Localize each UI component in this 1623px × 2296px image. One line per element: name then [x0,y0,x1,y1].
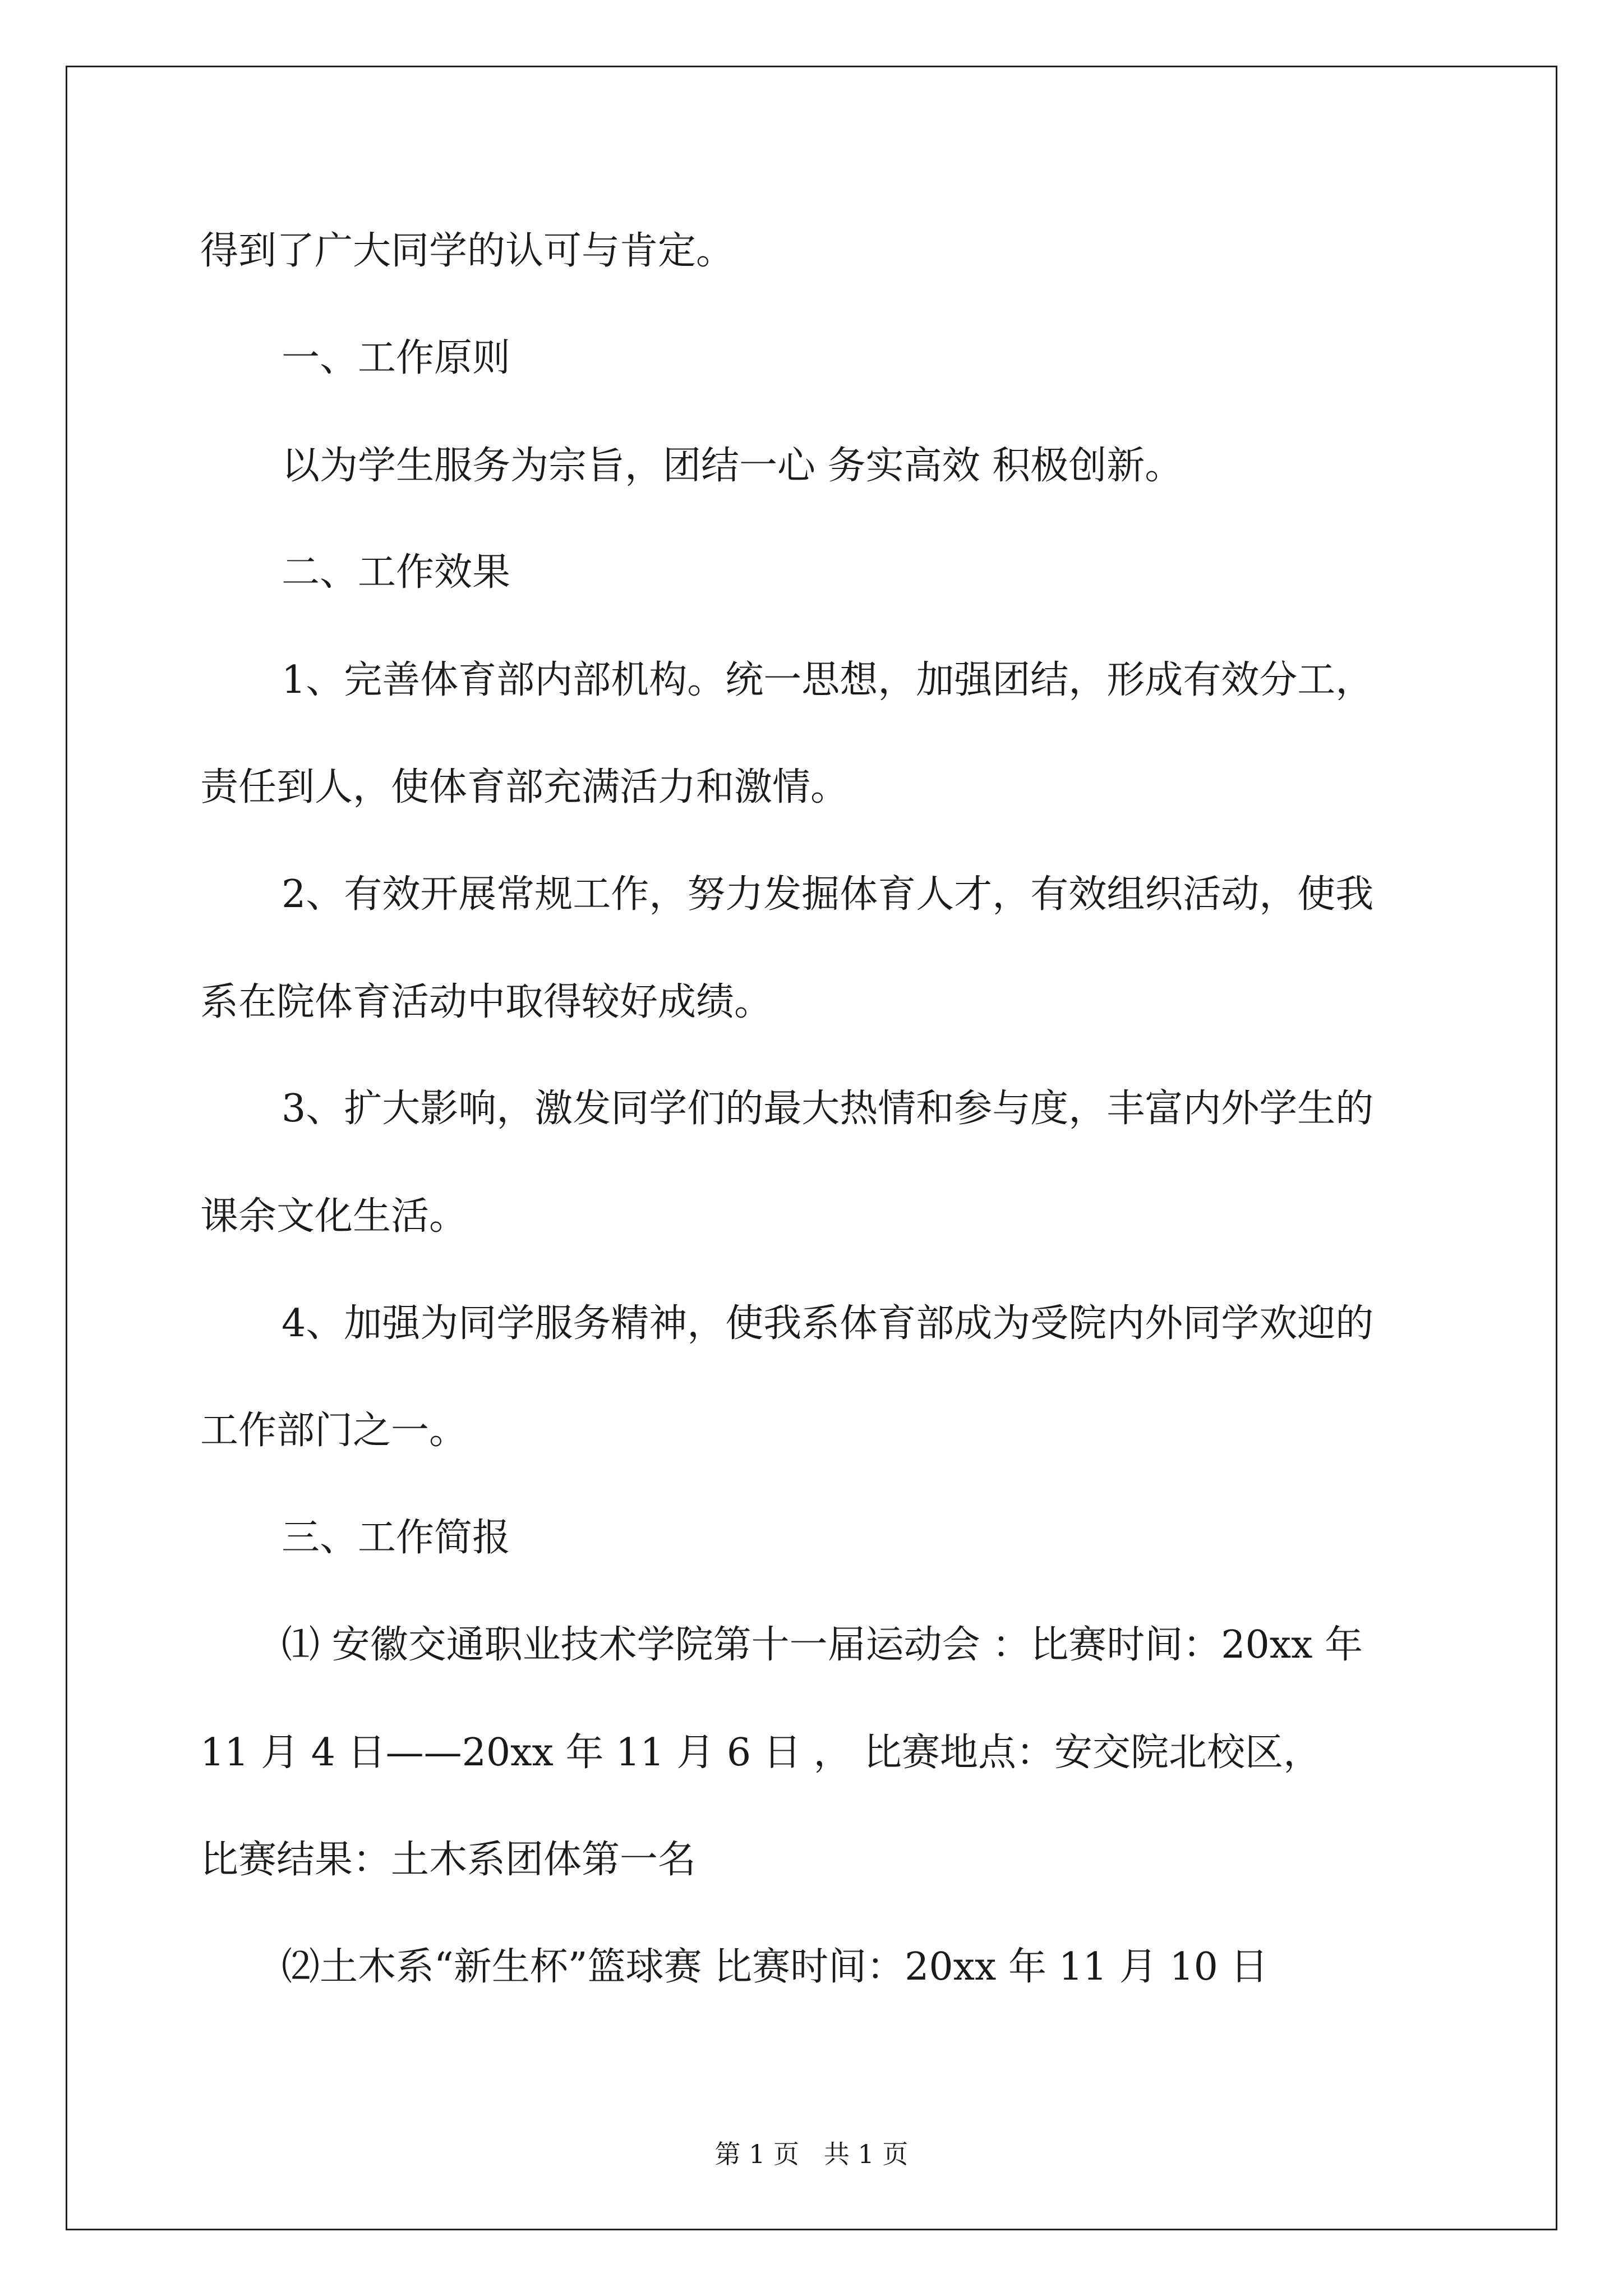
page-border [66,66,1557,2230]
page-number: 第 1 页 共 1 页 [714,2139,909,2169]
text-line: 比赛结果：土木系团体第一名 [200,1838,697,1882]
text-line: 1、完善体育部内部机构。统一思想，加强团结，形成有效分工， [282,658,1374,702]
section-heading: 二、工作效果 [282,550,511,595]
text-line: 2、有效开展常规工作，努力发掘体育人才，有效组织活动，使我 [282,872,1374,917]
section-heading: 一、工作原则 [282,336,511,380]
section-heading: 三、工作简报 [282,1516,511,1560]
text-line: 4、加强为同学服务精神，使我系体育部成为受院内外同学欢迎的 [282,1301,1374,1346]
text-line: 11 月 4 日——20xx 年 11 月 6 日 ， 比赛地点：安交院北校区， [200,1731,1321,1775]
text-line: 以为学生服务为宗旨，团结一心 务实高效 积极创新。 [282,444,1183,488]
text-line: ⑴ 安徽交通职业技术学院第十一届运动会 ：比赛时间：20xx 年 [282,1623,1363,1667]
text-line: 系在院体育活动中取得较好成绩。 [200,980,773,1024]
text-line: 3、扩大影响，激发同学们的最大热情和参与度，丰富内外学生的 [282,1087,1374,1131]
text-line: 工作部门之一。 [200,1409,468,1453]
text-line: ⑵土木系“新生杯”篮球赛 比赛时间：20xx 年 11 月 10 日 [282,1945,1269,1989]
text-line: 课余文化生活。 [200,1194,468,1239]
text-line: 得到了广大同学的认可与肯定。 [200,229,735,273]
text-line: 责任到人，使体育部充满活力和激情。 [200,765,849,809]
